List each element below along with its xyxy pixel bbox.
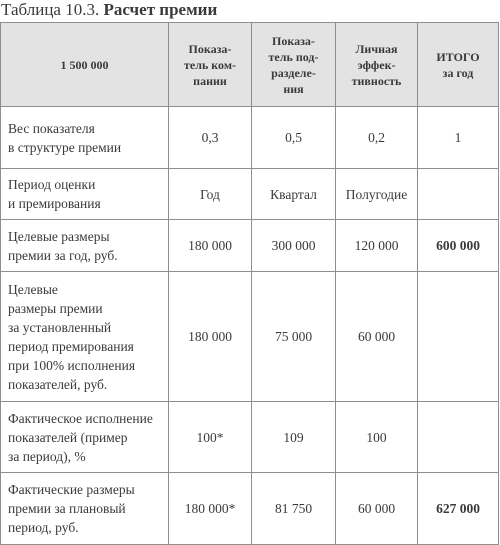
header-row (1, 23, 499, 107)
cell-department: 109 (252, 402, 336, 473)
cell-company: 180 000* (169, 473, 252, 545)
table-row (1, 473, 499, 545)
table-row (1, 272, 499, 402)
header-department-indicator: Показа- тель под- разделе- ния (252, 23, 336, 107)
header-corner: 1 500 000 (1, 23, 169, 107)
table-caption (1, 0, 217, 20)
cell-department: 300 000 (252, 220, 336, 272)
cell-company: 0,3 (169, 107, 252, 169)
row-label: Период оценки и премирования (1, 169, 169, 220)
cell-personal: 0,2 (336, 107, 418, 169)
header-total-year: ИТОГО за год (418, 23, 499, 107)
cell-department: 81 750 (252, 473, 336, 545)
cell-personal: 100 (336, 402, 418, 473)
caption-prefix: Таблица 10.3. (1, 0, 104, 19)
row-label: Фактические размеры премии за плановый период, руб. (1, 473, 169, 545)
cell-total (418, 272, 499, 402)
row-label: Целевые размеры премии за установленный период премирования при 100% исполнения показателей, руб. (1, 272, 169, 402)
table-row (1, 169, 499, 220)
cell-total: 600 000 (418, 220, 499, 272)
cell-department: Квартал (252, 169, 336, 220)
cell-department: 0,5 (252, 107, 336, 169)
cell-personal: 60 000 (336, 272, 418, 402)
caption-title: Расчет премии (103, 0, 218, 19)
table-row (1, 107, 499, 169)
cell-company: 180 000 (169, 220, 252, 272)
header-company-indicator: Показа- тель ком- пании (169, 23, 252, 107)
bonus-table (0, 22, 499, 545)
header-personal-efficiency: Личная эффек- тивность (336, 23, 418, 107)
cell-total (418, 402, 499, 473)
cell-personal: Полугодие (336, 169, 418, 220)
table-row (1, 220, 499, 272)
row-label: Вес показателя в структуре премии (1, 107, 169, 169)
cell-company: 100* (169, 402, 252, 473)
row-label: Целевые размеры премии за год, руб. (1, 220, 169, 272)
row-label: Фактическое исполнение показателей (пример за период), % (1, 402, 169, 473)
cell-personal: 60 000 (336, 473, 418, 545)
cell-company: Год (169, 169, 252, 220)
cell-total: 627 000 (418, 473, 499, 545)
cell-total: 1 (418, 107, 499, 169)
table-row (1, 402, 499, 473)
cell-company: 180 000 (169, 272, 252, 402)
cell-personal: 120 000 (336, 220, 418, 272)
cell-total (418, 169, 499, 220)
cell-department: 75 000 (252, 272, 336, 402)
